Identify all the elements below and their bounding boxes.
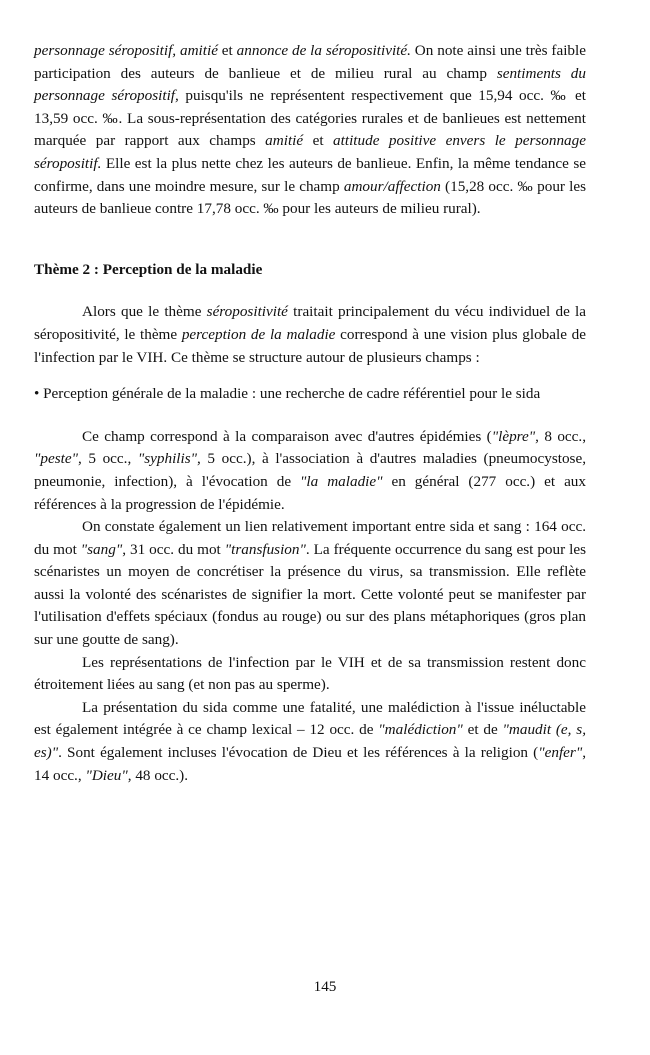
- section-heading: Thème 2 : Perception de la maladie: [34, 260, 263, 278]
- paragraph-6: La présentation du sida comme une fatalité, une malédiction à l'issue inéluctable est également intégrée à ce champ lexical – 12 occ. de "malédiction" et de "maudit (e, s, es)". Sont également incluses l'évocation de Dieu et les références à la religion ("enfer", 14 occ., "Dieu", 48 occ.).: [34, 698, 586, 784]
- bullet-item: • Perception générale de la maladie : une recherche de cadre référentiel pour le sida: [34, 385, 541, 403]
- paragraph-3: Ce champ correspond à la comparaison avec d'autres épidémies ("lèpre", 8 occ., "peste", 5 occ., "syphilis", 5 occ.), à l'association à d'autres maladies (pneumocystose, pneumonie, infection), à l'évocation de "la maladie" en général (277 occ.) et aux références à la progression de l'épidémie.: [34, 427, 587, 513]
- body-text: [34, 40, 586, 787]
- page-number: 145: [313, 978, 337, 995]
- paragraph-5: Les représentations de l'infection par le VIH et de sa transmission restent donc étroitement liées au sang (et non pas au sperme).: [34, 653, 586, 694]
- paragraph-2: Alors que le thème séropositivité traitait principalement du vécu individuel de la séropositivité, le thème perception de la maladie correspond à une vision plus globale de l'infection par le VIH. Ce thème se structure autour de plusieurs champs :: [34, 303, 586, 366]
- paragraph-4: On constate également un lien relativement important entre sida et sang : 164 occ. du mot "sang", 31 occ. du mot "transfusion". La fréquente occurrence du sang est pour les scénaristes un moyen de concrétiser la présence du virus, sa transmission. Elle reflète aussi la volonté des scénaristes de signifier la mort. Cette volonté peut se manifester par l'utilisation d'effets spéciaux (fondus au rouge) ou sur des plans métaphoriques (gros plan sur une goutte de sang).: [34, 518, 586, 649]
- paragraph-1: personnage séropositif, amitié et annonce de la séropositivité. On note ainsi une très faible participation des auteurs de banlieue et de milieu rural au champ sentiments du personnage séropositif, puisqu'ils ne représentent respectivement que 15,94 occ. ‰ et 13,59 occ. ‰. La sous-représentation des catégories rurales et de banlieues est nettement marquée par rapport aux champs amitié et attitude positive envers le personnage séropositif. Elle est la plus nette chez les auteurs de banlieue. Enfin, la même tendance se confirme, dans une moindre mesure, sur le champ amour/affection (15,28 occ. ‰ pour les auteurs de banlieue contre 17,78 occ. ‰ pour les auteurs de milieu rural).: [34, 42, 586, 218]
